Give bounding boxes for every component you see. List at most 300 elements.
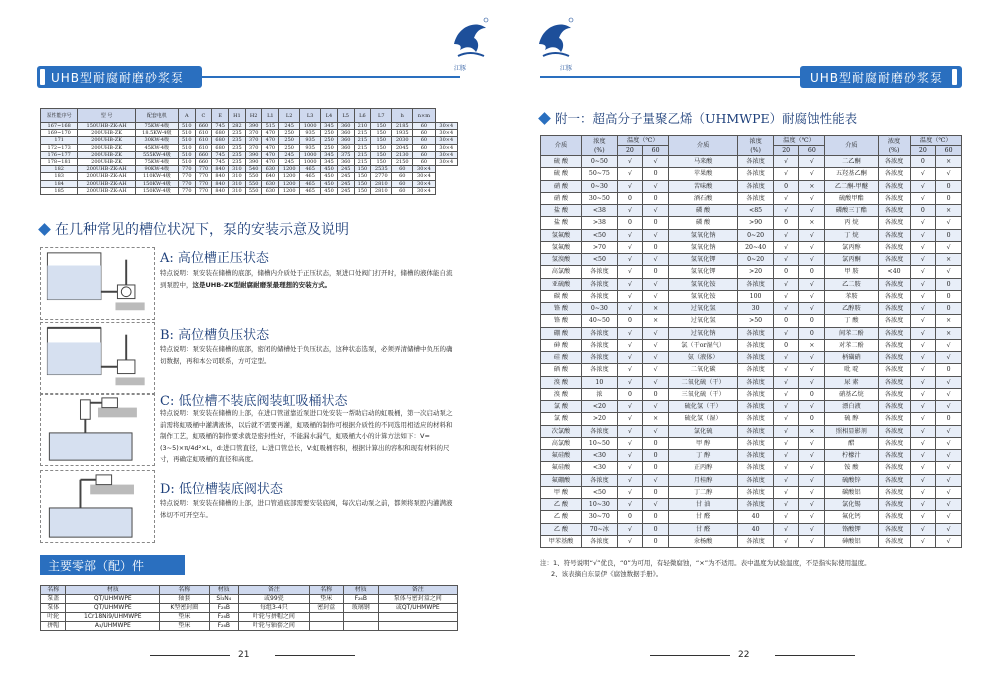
chem-cell: √ [936,499,962,511]
chem-cell: √ [936,376,962,388]
chem-cell: 盐 酸 [541,205,582,217]
chem-cell: 甲苯基酸 [541,535,582,547]
spec-cell: 110KW-4级 [135,173,178,180]
spec-cell: 680 [212,144,229,151]
spec-cell: 540 [245,166,262,173]
spec-row [41,151,458,158]
spec-cell: 30×4 [413,187,435,194]
chem-cell: 0 [643,450,669,462]
spec-header-cell: L4 [321,109,338,123]
chem-cell: 10 [582,376,617,388]
spec-cell: 515 [262,123,279,130]
chem-cell: 丁 酸 [825,315,878,327]
spec-cell: 630 [262,166,279,173]
spec-cell: 200UHB-ZK [78,151,135,158]
parts-cell: K型密封圈 [160,604,209,613]
chem-cell: √ [910,511,936,523]
chem-row [541,388,962,400]
chem-cell: √ [643,499,669,511]
parts-cell: F₂₆B [209,622,239,631]
spec-cell: 150 [354,187,371,194]
chem-cell: 0 [773,315,799,327]
chem-cell: 二氧化碳 [668,364,737,376]
spec-cell: 30×4 [413,180,435,187]
chem-cell: 乙 酸 [541,499,582,511]
spec-header-cell: H1 [229,109,246,123]
chem-cell: 各浓度 [738,437,773,449]
spec-cell: 245 [337,187,354,194]
chem-cell: √ [773,474,799,486]
spec-table [40,108,458,195]
chem-row [541,511,962,523]
spec-cell: 2810 [371,187,392,194]
spec-cell: 660 [195,151,212,158]
spec-cell: 840 [212,173,229,180]
chem-cell: 氯化硫 [668,425,737,437]
chem-cell: √ [910,450,936,462]
chem-cell: √ [799,450,825,462]
chem-cell: 各浓度 [582,327,617,339]
chem-cell: √ [936,352,962,364]
chem-cell: 氟硼酸 [541,474,582,486]
chem-row [541,192,962,204]
chem-header-conc [878,136,910,156]
spec-cell: 745 [212,151,229,158]
chem-cell: √ [773,352,799,364]
chem-cell: 0 [799,388,825,400]
chem-cell: 溴 酸 [541,376,582,388]
spec-cell: 770 [178,173,195,180]
chem-cell: √ [910,168,936,180]
chem-cell: 氽杨酸 [668,535,737,547]
chem-cell: √ [799,364,825,376]
chem-cell: √ [617,376,643,388]
parts-cell: 每组3-4只 [239,604,309,613]
install-a-title: A: 高位槽正压状态 [160,251,269,266]
chem-cell: 各浓度 [738,278,773,290]
chem-cell: 各浓度 [738,388,773,400]
spec-cell: 250 [321,137,338,144]
chem-cell: 20~40 [738,241,773,253]
chem-cell: √ [936,339,962,351]
spec-cell: 680 [212,130,229,137]
chem-cell: 溴 酸 [541,388,582,400]
spec-header-cell: C [195,109,212,123]
chem-cell: √ [799,192,825,204]
chem-cell: 各浓度 [878,462,910,474]
spec-cell: 1000 [300,158,321,165]
spec-cell: 1935 [392,130,413,137]
chem-cell: √ [643,364,669,376]
install-heading [40,219,349,239]
chem-row [541,315,962,327]
spec-cell: 610 [195,130,212,137]
chem-cell: √ [643,401,669,413]
chem-cell: 0 [617,388,643,400]
chem-cell: 0 [643,168,669,180]
page-number-rule-left [150,655,230,656]
spec-cell: 1000 [300,123,321,130]
chem-cell: 0 [936,180,962,192]
chem-cell: 0 [936,413,962,425]
spec-cell: 1200 [279,166,300,173]
chem-cell: 乙醇胺 [825,303,878,315]
chem-cell: 0 [643,388,669,400]
chem-cell: √ [799,511,825,523]
chem-row [541,499,962,511]
spec-cell: 18.5KW-4级 [135,130,178,137]
title-chip [40,69,45,85]
chem-row [541,168,962,180]
chem-cell: √ [617,486,643,498]
chem-cell: 氟硅酸 [541,462,582,474]
chem-cell: √ [773,437,799,449]
spec-cell: 60 [392,180,413,187]
parts-cell: 密封盒 [309,604,343,613]
chem-header-conc-label: 浓度 [593,137,606,145]
chem-cell: √ [617,339,643,351]
spec-cell: 235 [229,130,246,137]
chem-header-conc-unit: (%) [750,146,761,154]
chem-cell: 对苯二酚 [825,339,878,351]
spec-header-cell: L1 [262,109,279,123]
spec-cell: 30×4 [435,137,457,144]
spec-header-cell: L3 [300,109,321,123]
spec-cell: 75KW-4级 [135,158,178,165]
spec-cell: 184 [41,180,78,187]
chem-cell: 各浓度 [878,523,910,535]
chem-cell: 硝 酸 [541,192,582,204]
chem-cell: 氯丙醇 [825,241,878,253]
right-page [500,0,1000,679]
chem-cell: 各浓度 [878,290,910,302]
chem-cell: √ [910,535,936,547]
spec-cell: 465 [300,180,321,187]
spec-cell: 235 [229,151,246,158]
chem-cell: 各浓度 [878,450,910,462]
spec-cell: 840 [212,166,229,173]
spec-cell: 345 [321,158,338,165]
parts-cell [309,613,343,622]
chem-cell: √ [799,168,825,180]
chem-header-t60: 60 [643,146,669,156]
chem-row [541,205,962,217]
chem-cell: 氢氧化铵 [668,278,737,290]
chem-cell: 硫酸甲酯 [825,192,878,204]
chem-cell: √ [936,437,962,449]
chem-row [541,156,962,168]
spec-row [41,144,458,151]
chem-cell: 各浓度 [582,352,617,364]
parts-cell: 泵体与密封盒之间 [378,595,458,604]
spec-cell: 2810 [371,180,392,187]
spec-cell: 200UHB-ZK-AH [78,187,135,194]
spec-cell: 465 [300,187,321,194]
chem-cell: √ [799,462,825,474]
spec-cell: 172~173 [41,144,78,151]
chem-cell: 硒 酸 [541,364,582,376]
chem-cell: 醋 [825,437,878,449]
chem-cell: × [936,254,962,266]
spec-cell: 510 [178,144,195,151]
chem-cell: × [936,327,962,339]
chem-header-medium: 介质 [825,136,878,156]
chem-cell: 各浓度 [738,376,773,388]
chem-cell: √ [936,474,962,486]
chem-cell: 各浓度 [878,180,910,192]
spec-cell: 60 [392,173,413,180]
spec-row [41,180,458,187]
chem-cell: √ [773,290,799,302]
chem-cell: 硅 酸 [541,352,582,364]
spec-cell: 200UHB-ZK-AH [78,180,135,187]
chem-cell: 10~30 [582,499,617,511]
chem-cell: √ [910,303,936,315]
parts-row [41,613,458,622]
chem-cell: 氯 酸 [541,413,582,425]
chem-cell: 硝基乙烷 [825,388,878,400]
chem-cell: 尿 素 [825,376,878,388]
chem-cell: 氯（干or湿气） [668,339,737,351]
chem-row [541,437,962,449]
chem-cell: 0 [799,315,825,327]
chem-cell: √ [617,180,643,192]
chem-cell: 苯胺 [825,290,878,302]
spec-cell: 1200 [279,180,300,187]
chem-cell: √ [773,462,799,474]
spec-cell: 770 [195,166,212,173]
chem-cell: √ [617,437,643,449]
spec-cell: 610 [195,137,212,144]
chem-cell: 0~50 [582,156,617,168]
chem-cell: 0 [936,229,962,241]
chem-cell: √ [617,401,643,413]
spec-cell: 360 [337,144,354,151]
chem-header-conc-label: 浓度 [887,137,901,145]
spec-cell: 470 [262,137,279,144]
spec-cell: 770 [178,180,195,187]
chem-cell: √ [617,278,643,290]
chem-cell: 30~50 [582,192,617,204]
spec-cell: 510 [178,137,195,144]
chem-row [541,376,962,388]
chem-cell: 各浓度 [738,450,773,462]
chem-cell: √ [617,266,643,278]
spec-cell: 150 [354,166,371,173]
spec-cell: 2030 [392,137,413,144]
chem-cell: 吡 啶 [825,364,878,376]
chem-cell: 苹果酸 [668,168,737,180]
chem-cell: √ [799,499,825,511]
chem-cell: √ [799,352,825,364]
chem-cell: 磷 酸 [668,217,737,229]
chem-cell: 氯丙酮 [825,254,878,266]
chem-cell: 0 [936,192,962,204]
spec-cell: 660 [195,123,212,130]
spec-cell: 375 [337,151,354,158]
chem-cell: 盐 酸 [541,217,582,229]
chem-cell: √ [936,266,962,278]
spec-cell: 840 [212,180,229,187]
chem-cell: 硫化氢（干） [668,401,737,413]
chem-cell: 各浓度 [878,376,910,388]
chem-cell: 各浓度 [878,437,910,449]
parts-header-cell: 名称 [160,586,209,595]
chem-cell: √ [936,486,962,498]
chem-cell: 氨（液体） [668,352,737,364]
chem-cell: 0 [773,266,799,278]
chem-cell: >70 [582,241,617,253]
chem-row [541,486,962,498]
spec-cell: 2770 [371,173,392,180]
chem-cell: <50 [582,254,617,266]
chem-row [541,401,962,413]
page-number-rule-left [650,655,730,656]
chem-cell: 铬 酸 [541,303,582,315]
chem-cell: 甘 油 [668,499,737,511]
spec-cell: 310 [229,173,246,180]
spec-cell: 250 [321,144,338,151]
spec-cell: 510 [178,123,195,130]
chem-cell: 0 [643,266,669,278]
spec-cell: 465 [300,166,321,173]
parts-cell: 垫床 [160,613,209,622]
spec-cell: 390 [245,123,262,130]
chem-cell: √ [910,401,936,413]
page-title: UHB型耐腐耐磨砂浆泵 [810,71,944,85]
chem-cell: 漂白液 [825,401,878,413]
chem-cell: 各浓度 [582,535,617,547]
chem-cell: √ [936,535,962,547]
chem-cell: √ [910,376,936,388]
chem-cell: √ [936,401,962,413]
chem-cell: √ [799,523,825,535]
spec-cell: 30×4 [435,151,457,158]
spec-cell: 250 [279,130,300,137]
chem-row [541,364,962,376]
spec-cell: 450 [321,180,338,187]
spec-cell: 150KW-4级 [135,180,178,187]
parts-cell: 玻璃钢 [344,604,378,613]
install-b-title: B: 高位槽负压状态 [160,328,270,343]
chem-cell: 0~30 [582,303,617,315]
chem-cell: √ [910,474,936,486]
chem-cell: √ [617,229,643,241]
spec-cell: 360 [337,158,354,165]
page-number-rule-right [775,655,855,656]
chem-cell: √ [773,425,799,437]
chem-cell: √ [617,352,643,364]
chem-cell: 乙二酮-甲醚 [825,180,878,192]
chem-cell: √ [617,327,643,339]
chem-cell: 照相显影剂 [825,425,878,437]
parts-cell: 或QT/UHMWPE [378,604,458,613]
chem-cell: √ [936,462,962,474]
chem-cell: 各浓度 [582,266,617,278]
chem-cell: √ [643,327,669,339]
chem-cell: 0 [936,303,962,315]
chem-cell: 磷酸三丁酯 [825,205,878,217]
chem-cell: 各浓度 [878,413,910,425]
parts-cell: F₂₆B [344,595,378,604]
chem-cell: 100 [738,290,773,302]
spec-cell: 235 [229,137,246,144]
page-number: 21 [238,650,250,660]
chem-cell: 30~70 [582,511,617,523]
chem-cell: 丁 醇 [668,450,737,462]
chem-cell: √ [936,425,962,437]
chem-cell: √ [643,376,669,388]
chem-cell: <20 [582,401,617,413]
spec-cell: 2185 [392,123,413,130]
chem-cell: <85 [738,205,773,217]
chem-cell: 0 [643,486,669,498]
chem-cell: 各浓度 [878,217,910,229]
chem-cell: 柠檬汁 [825,450,878,462]
chem-cell: 硫 酸 [541,156,582,168]
chem-cell: 50~75 [582,168,617,180]
title-chip [952,69,957,85]
spec-header-cell: L7 [371,109,392,123]
spec-row [41,123,458,130]
chem-cell: 0~30 [582,180,617,192]
spec-cell: 30×4 [435,158,457,165]
spec-cell: 60 [392,187,413,194]
chem-cell: 各浓度 [878,205,910,217]
chem-cell: √ [910,192,936,204]
chem-cell: 铬酸钾 [825,523,878,535]
install-heading-text: 在几种常见的槽位状况下，泵的安装示意及说明 [55,222,349,238]
chem-cell: √ [643,425,669,437]
spec-cell: 840 [212,187,229,194]
parts-cell [378,622,458,631]
parts-cell [309,622,343,631]
spec-cell: 470 [262,130,279,137]
chem-cell: √ [643,339,669,351]
parts-cell: 叶轮与轴套之间 [239,622,309,631]
spec-cell: 245 [337,166,354,173]
parts-header-cell: 材质 [66,586,160,595]
chem-cell: √ [910,462,936,474]
chem-cell: 氢氟酸 [541,241,582,253]
chem-cell: 马来酸 [668,156,737,168]
spec-cell: 60 [413,144,435,151]
chem-cell: 各浓度 [738,327,773,339]
chem-cell: √ [773,486,799,498]
chem-header-temp: 温度（℃） [617,136,668,146]
chem-cell: 苦味酸 [668,180,737,192]
parts-header-cell: 材质 [344,586,378,595]
chem-cell: √ [773,523,799,535]
spec-cell: 176~177 [41,151,78,158]
chem-cell: 五羟基乙酮 [825,168,878,180]
parts-table [40,585,458,631]
install-a-desc: 特点说明：泵安装在储槽的底部，储槽内介质处于正压状态，泵进口处阀门打开时，储槽的液体能自流到泵腔中，这是UHB-ZK型耐腐耐磨泵最理想的安装方式。 [160,269,453,289]
parts-cell: 垫床 [309,595,343,604]
chem-cell: 浓 [582,388,617,400]
chem-cell: 各浓度 [878,352,910,364]
chem-cell: 40 [738,511,773,523]
chem-cell: × [643,303,669,315]
spec-cell: 1200 [279,187,300,194]
chem-cell: 各浓度 [878,364,910,376]
chem-cell: 0 [936,290,962,302]
chem-cell: 甘 醛 [668,523,737,535]
chem-cell: √ [773,241,799,253]
spec-cell: 250 [279,137,300,144]
chem-cell: √ [617,254,643,266]
chem-cell: 0 [617,315,643,327]
